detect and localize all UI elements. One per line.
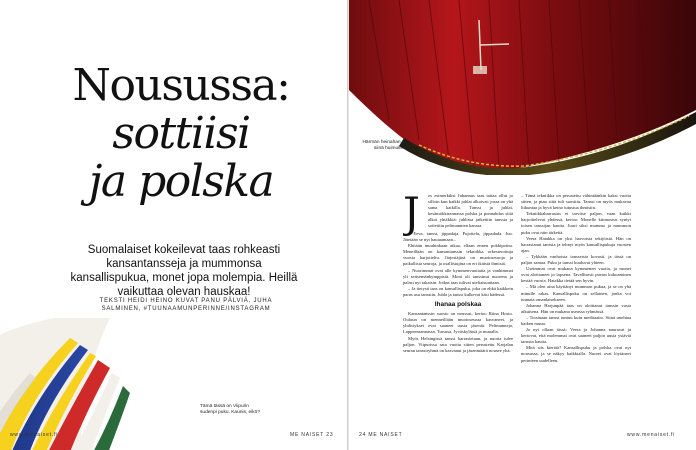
headline-line-2: sottiisi [112,108,250,159]
body-paragraph: – Tykkään vanhoista tansseista kovasti, ja tässä on paljon samaa. Puku ja tanssi kuuluvat yhteen. [521,253,631,266]
subheading: Ihanaa polskaa [434,301,482,309]
body-paragraph: Veera Hatakka on yksi harvoista tekijöistä. Hän on harrastanut tanssia ja tehnyt myös kansallispukuja vuosien ajan. [521,235,631,253]
body-paragraph: Ehtiään muuhinkaan aikaa, ellaan ennen pokkipoinu. Meneillään on kansantanssin tekniikka orkesteroituja vuosia harjoiteltu. Järjestäjinä on muotoseuroja ja paikallisia seuroja, ja osallistujina on eri ikäisiä ihmisiä. [403,243,513,267]
article-column-2 [521,193,631,423]
headline-line-3: ja polska [88,156,274,207]
body-paragraph: Johanna Harjunpää taas on aloittanut tanssin vasta aikuisena. Hän on mukana useassa ryhmässä. [521,302,631,314]
left-page [0,0,347,450]
folio-url-left: www.menaiset.fi [10,432,59,438]
body-paragraph: Kansantanssin suosio on noussut, kertoo Riina Hosio. Ouluun on menneillään muotoseuraa kasvaneet, ja yhdistykset ovat saaneet uusia jäseniä. Pelimanneja, Lappeenrannassa, Turussa, Jyväskylässä ja muualla. [403,311,513,335]
folio-url-right: www.menaiset.fi [627,432,676,438]
credits-line: TEKSTI HEIDI HEINO KUVAT PANU PÄLVIÄ, JUHA SALMINEN, #TUUNAAMUNPERINNE/INSTAGRAM [99,298,273,312]
image-caption-left: Tämä tässä on Viipurin sudenpi puku. Kaunis, eikö? [200,404,261,415]
body-paragraph: Mitä siis kiertää? Kansallispuku ja polska ovat nyt nousussa, ja se näkyy kaikkialla. Nuoret ovat löytäneet perinteen uudelleen. [521,345,631,363]
image-caption-right: Härmän heinahan se siinä huimuilee. [362,140,407,151]
body-paragraph: Ja nyt ollaan tässä: Veera ja Johanna nauravat ja kertovat, että molemmat ovat saaneet paljon uusia ystäviä tanssin kautta. [521,327,631,345]
body-paragraph: Useimmat ovat mukana kymmenen vuotta, ja monet ovat aloittaneet jo lapsena. Tavallisesti puvun kokoaminen kestää vuosia. Hatakka tietää sen hyvin. [521,266,631,284]
folk-costume-fabric-image [0,318,190,450]
body-paragraph: – Ja tietysti taas on kansallispuku, joka on ehkä kaikkein paras asu tanssiin. Juhla ja tanssi kulkevat käsi kädessä. [403,285,513,297]
body-paragraph: – Toisinaan tanssi tuntuu kuin meditaatio. Siinä unohtaa kaiken muun. [521,314,631,326]
drop-cap: J [403,193,420,237]
body-paragraph: Tekniikkaharrastus ei tarvitse paljon, vaan kaikki harjoittelevat yhdessä, kertoo. Monelle kiinnostus syntyi toisen tanssijan kautta. Juuri siksi mummo ja mummon puku ovat niin tärkeitä. [521,211,631,235]
headline-line-1: Nousussa: [72,60,290,111]
body-paragraph: – Eeva, tanssi, jippadaja. Pujottelu, jippadada. Juo. Jätetään se nyt hautaamaan... [403,231,513,243]
body-paragraph: – Mä olen aina käyttänyt mummon pukua, ja se on yhä minulle rakas. Kansallispuku on sellainen, jonka voi tuunata omanlaisekseen. [521,284,631,302]
body-paragraph: Myös Helsingissä tanssi harrastetaan, ja nuoria tulee paljon. Viipurissa sata vuotta sitten perustettu Karjalan seuran tanssiryhmä on kasvanut ja jäsenmäärä nousee yhä. [403,335,513,353]
folio-page-right: 24 ME NAISET [359,432,403,438]
article-column-1 [403,193,513,423]
body-paragraph: – Nuorimmat ovat alle kymmenvuotiaita ja vanhimmat yli seitsemänkymppisiä. Moni oli tanssinut nuorena ja palasi nyt takaisin. Jotkut taas tulivat uteliaisuuttaan. [403,267,513,285]
headline [56,62,306,206]
folio-page-left: ME NAISET 23 [290,432,334,438]
right-page [349,0,696,450]
lead-text: os esimerkiksi Juhannus taas taitaa ollut jo silloin kun kaikki juhlat alkoivat: jossa on yhä sama kaikilla. Tanssi ja juhlat, kesämökkirannassa polska ja ponnahdus siitä alkoi yhtäkkiä: juhlissa jatkettiin tanssia ja soitettiin pelimannien kanssa. [428,193,513,229]
deck-text: Suomalaiset kokeilevat taas rohkeasti kansantansseja ja mummonsa kansallispukua, monet jopa molempia. Heillä vaikuttaa olevan hauskaa! [70,244,298,298]
body-paragraph: – Tämä tekniikka on perustettu vähintäänkin kaksi vuotta sitten, ja pian siitä tuli suosittu. Tanssi on myös mukavaa liikuntaa ja hyvä keino tutustua ihmisiin. [521,193,631,211]
